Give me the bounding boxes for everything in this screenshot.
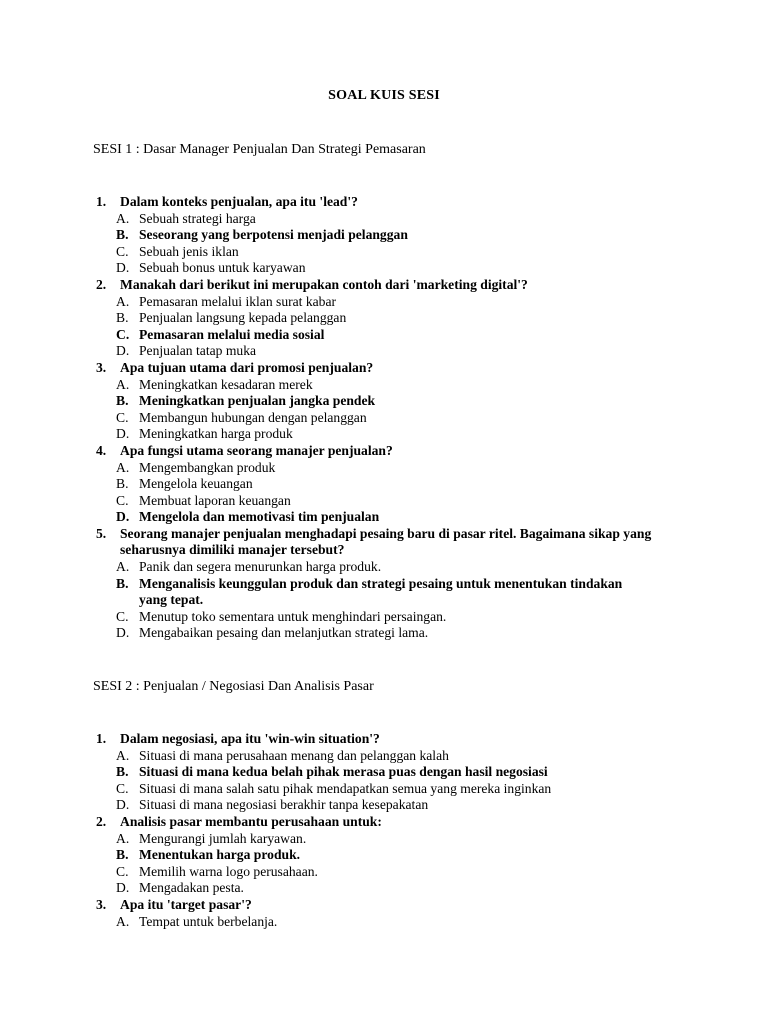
question-number: 5. xyxy=(96,525,107,541)
session-2-questions xyxy=(96,731,696,930)
question-number: 3. xyxy=(96,896,107,912)
question-number: 1. xyxy=(96,731,107,746)
question-text: 1. Dalam konteks penjualan, apa itu 'lead'? xyxy=(96,194,358,209)
question-number: 1. xyxy=(96,194,107,209)
option-correct: C. Pemasaran melalui media sosial xyxy=(116,326,325,342)
options-list xyxy=(96,211,696,277)
options-list xyxy=(96,460,696,526)
options-list xyxy=(96,294,696,360)
option: C. Menutup toko sementara untuk menghindari persaingan. xyxy=(116,608,447,624)
option: A. Situasi di mana perusahaan menang dan pelanggan kalah xyxy=(116,747,449,763)
options-list xyxy=(96,559,696,642)
option: D. Meningkatkan harga produk xyxy=(116,426,293,442)
option: A. Panik dan segera menurunkan harga produk. xyxy=(116,559,382,575)
option: A. Mengurangi jumlah karyawan. xyxy=(116,830,307,846)
session-1-heading: SESI 1 : Dasar Manager Penjualan Dan Strategi Pemasaran xyxy=(93,142,426,157)
question-number: 2. xyxy=(96,276,107,292)
options-list xyxy=(96,748,696,814)
question-number: 4. xyxy=(96,442,107,458)
question-number: 3. xyxy=(96,359,107,375)
question-text: 2. Manakah dari berikut ini merupakan contoh dari 'marketing digital'? xyxy=(96,276,528,292)
option: C. Memilih warna logo perusahaan. xyxy=(116,863,318,879)
option-correct: B. Situasi di mana kedua belah pihak merasa puas dengan hasil negosiasi xyxy=(116,764,548,780)
option-correct: B. Seseorang yang berpotensi menjadi pelanggan xyxy=(116,227,408,243)
option: B. Mengelola keuangan xyxy=(116,476,253,492)
question xyxy=(96,897,696,930)
question-text: 2. Analisis pasar membantu perusahaan untuk: xyxy=(96,813,382,829)
question-text: 1. Dalam negosiasi, apa itu 'win-win situation'? xyxy=(96,731,380,746)
option-correct: D. Mengelola dan memotivasi tim penjualan xyxy=(116,509,380,525)
question xyxy=(96,277,696,360)
question xyxy=(96,814,696,897)
option-correct: B. Meningkatkan penjualan jangka pendek xyxy=(116,393,376,409)
session-2-heading: SESI 2 : Penjualan / Negosiasi Dan Analisis Pasar xyxy=(93,679,374,694)
option: C. Membangun hubungan dengan pelanggan xyxy=(116,409,367,425)
option: A. Mengembangkan produk xyxy=(116,459,276,475)
options-list xyxy=(96,831,696,897)
question-text: 5. Seorang manajer penjualan menghadapi pesaing baru di pasar ritel. Bagaimana sikap yang seharusnya dimiliki manajer tersebut? xyxy=(96,525,652,558)
option: D. Sebuah bonus untuk karyawan xyxy=(116,260,306,276)
question-text: 3. Apa itu 'target pasar'? xyxy=(96,896,252,912)
question xyxy=(96,360,696,443)
question xyxy=(96,443,696,526)
option: C. Situasi di mana salah satu pihak mendapatkan semua yang mereka inginkan xyxy=(116,780,552,796)
option-correct: B. Menganalisis keunggulan produk dan strategi pesaing untuk menentukan tindakan yang tepat. xyxy=(116,575,623,608)
option: D. Penjualan tatap muka xyxy=(116,343,257,359)
option: D. Situasi di mana negosiasi berakhir tanpa kesepakatan xyxy=(116,797,429,813)
options-list xyxy=(96,377,696,443)
question-text: 3. Apa tujuan utama dari promosi penjualan? xyxy=(96,359,374,375)
question xyxy=(96,194,696,277)
option: A. Sebuah strategi harga xyxy=(116,210,256,226)
option: A. Meningkatkan kesadaran merek xyxy=(116,376,313,392)
question xyxy=(96,731,696,814)
session-1-questions xyxy=(96,194,696,642)
document-title: SOAL KUIS SESI xyxy=(328,88,440,103)
option: D. Mengabaikan pesaing dan melanjutkan strategi lama. xyxy=(116,625,429,641)
question-number: 2. xyxy=(96,813,107,829)
question xyxy=(96,526,696,642)
question-text: 4. Apa fungsi utama seorang manajer penjualan? xyxy=(96,442,393,458)
option: B. Penjualan langsung kepada pelanggan xyxy=(116,310,347,326)
option: D. Mengadakan pesta. xyxy=(116,880,244,896)
option: C. Sebuah jenis iklan xyxy=(116,243,239,259)
option-correct: B. Menentukan harga produk. xyxy=(116,847,301,863)
option: A. Tempat untuk berbelanja. xyxy=(116,913,278,929)
option: A. Pemasaran melalui iklan surat kabar xyxy=(116,293,337,309)
option: C. Membuat laporan keuangan xyxy=(116,492,291,508)
options-list xyxy=(96,914,696,931)
